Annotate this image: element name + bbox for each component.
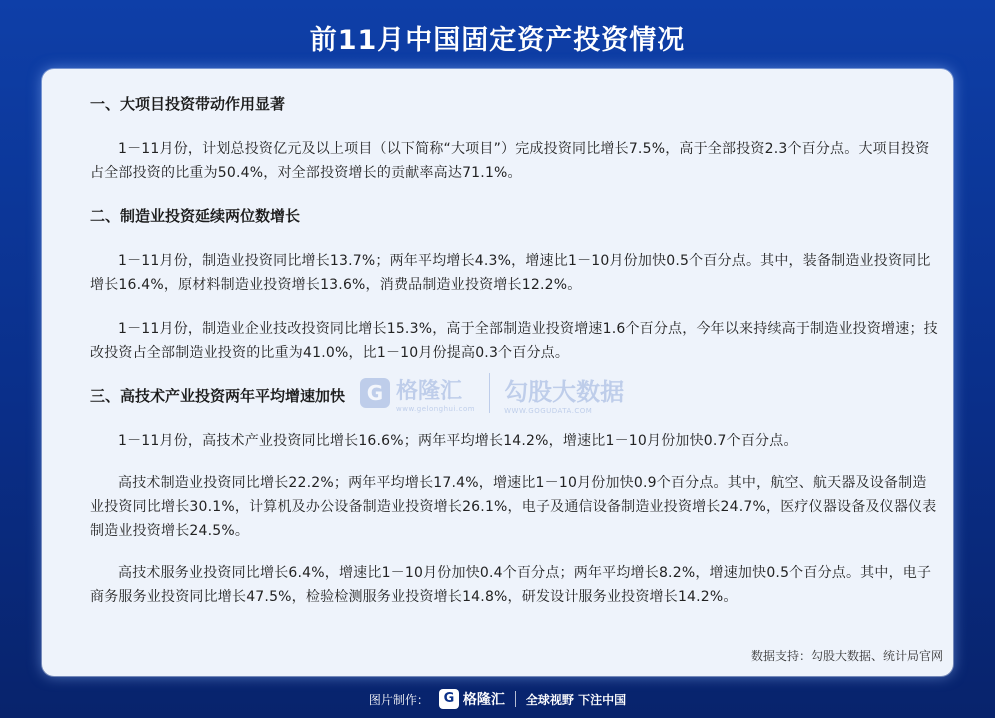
data-source: 数据支持：勾股大数据、统计局官网 xyxy=(750,649,943,663)
watermark-brand2: 勾股大数据 xyxy=(504,377,625,406)
footer-brand: 格隆汇 xyxy=(462,692,505,708)
watermark-brand-block xyxy=(396,374,475,413)
section-2-paragraph-1: 1－11月份，制造业投资同比增长13.7%；两年平均增长4.3%，增速比1－10月份加快0.5个百分点。其中，装备制造业投资同比增长16.4%，原材料制造业投资增长13.6%，消费品制造业投资增长12.2%。 xyxy=(90,253,931,293)
section-2-heading: 二、制造业投资延续两位数增长 xyxy=(90,207,301,225)
footer-slogan: 全球视野 下注中国 xyxy=(525,692,627,707)
watermark-brand2-block xyxy=(504,372,624,415)
footer-made-by: 图片制作： xyxy=(368,692,429,707)
watermark-brand-url: www.gelonghui.com xyxy=(396,404,476,413)
section-1-heading: 一、大项目投资带动作用显著 xyxy=(90,95,286,113)
section-1-paragraph-1: 1－11月份，计划总投资亿元及以上项目（以下简称“大项目”）完成投资同比增长7.5%，高于全部投资2.3个百分点。大项目投资占全部投资的比重为50.4%，对全部投资增长的贡献率高达71.1%。 xyxy=(90,141,930,181)
watermark-brand2-url: WWW.GOGUDATA.COM xyxy=(504,406,593,415)
section-2-paragraph-2: 1－11月份，制造业企业技改投资同比增长15.3%，高于全部制造业投资增速1.6个百分点，今年以来持续高于制造业投资增速；技改投资占全部制造业投资的比重为41.0%，比1－10月份提高0.3个百分点。 xyxy=(90,321,938,361)
section-3-heading: 三、高技术产业投资两年平均增速加快 xyxy=(90,387,346,405)
watermark-brand: 格隆汇 xyxy=(396,378,463,404)
section-3-paragraph-3: 高技术服务业投资同比增长6.4%，增速比1－10月份加快0.4个百分点；两年平均增长8.2%，增速加快0.5个百分点。其中，电子商务服务业投资同比增长47.5%，检验检测服务业投资增长14.8%，研发设计服务业投资增长14.2%。 xyxy=(90,565,932,605)
page-title: 前11月中国固定资产投资情况 xyxy=(309,25,686,56)
watermark-divider xyxy=(489,373,490,413)
section-3-paragraph-1: 1－11月份，高技术产业投资同比增长16.6%；两年平均增长14.2%，增速比1－10月份加快0.7个百分点。 xyxy=(118,433,798,449)
watermark xyxy=(360,369,680,417)
watermark-logo-icon: G xyxy=(360,378,390,408)
footer xyxy=(0,686,995,712)
article-body xyxy=(90,93,940,627)
content-card xyxy=(42,69,953,676)
footer-divider xyxy=(515,691,516,707)
section-3-paragraph-2: 高技术制造业投资同比增长22.2%；两年平均增长17.4%，增速比1－10月份加快0.9个百分点。其中，航空、航天器及设备制造业投资同比增长30.1%，计算机及办公设备制造业投资增长26.1%，电子及通信设备制造业投资增长24.7%，医疗仪器设备及仪器仪表制造业投资增长24.5%。 xyxy=(90,475,937,539)
footer-logo-icon: G xyxy=(439,689,459,709)
